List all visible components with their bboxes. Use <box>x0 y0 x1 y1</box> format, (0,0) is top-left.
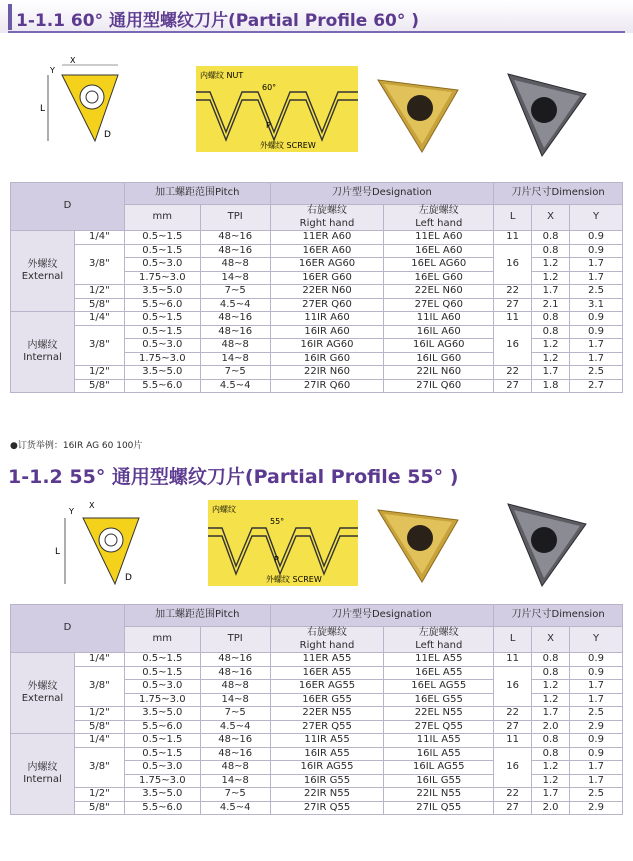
svg-text:55°: 55° <box>270 517 285 526</box>
cell-left-hand: 22EL N55 <box>384 707 494 721</box>
cell-x: 1.7 <box>532 285 570 299</box>
cell-left-hand: 22EL N60 <box>384 285 494 299</box>
cell-left-hand: 11IL A60 <box>384 312 494 326</box>
cell-mm: 0.5~1.5 <box>124 231 200 245</box>
table-row <box>11 747 623 761</box>
svg-text:D: D <box>104 130 111 140</box>
cell-tpi: 4.5~4 <box>200 720 270 734</box>
cell-right-hand: 16IR AG55 <box>270 761 384 775</box>
cell-tpi: 48~16 <box>200 244 270 258</box>
col-header-mm: mm <box>124 627 200 653</box>
internal-group-label: 内螺纹 Internal <box>11 312 75 393</box>
cell-mm: 0.5~1.5 <box>124 312 200 326</box>
cell-d: 1/2" <box>74 788 124 802</box>
cell-mm: 0.5~3.0 <box>124 258 200 272</box>
col-header-l: L <box>494 205 532 231</box>
cell-left-hand: 16EL AG55 <box>384 680 494 694</box>
cell-right-hand: 27ER Q55 <box>270 720 384 734</box>
table-body <box>11 653 623 815</box>
col-header-d: D <box>11 183 125 231</box>
cell-right-hand: 22IR N60 <box>270 366 384 380</box>
cell-right-hand: 16ER AG60 <box>270 258 384 272</box>
cell-x: 1.2 <box>532 352 570 366</box>
cell-left-hand: 16EL A60 <box>384 244 494 258</box>
cell-tpi: 48~8 <box>200 258 270 272</box>
cell-right-hand: 16ER G60 <box>270 271 384 285</box>
cell-tpi: 48~16 <box>200 666 270 680</box>
cell-mm: 3.5~5.0 <box>124 366 200 380</box>
cell-l: 27 <box>494 720 532 734</box>
cell-x: 1.2 <box>532 761 570 775</box>
svg-text:X: X <box>89 501 95 510</box>
cell-left-hand: 16IL AG55 <box>384 761 494 775</box>
cell-mm: 0.5~1.5 <box>124 666 200 680</box>
cell-right-hand: 27ER Q60 <box>270 298 384 312</box>
cell-left-hand: 16EL A55 <box>384 666 494 680</box>
cell-left-hand: 11EL A60 <box>384 231 494 245</box>
thread-profile-60 <box>196 66 358 152</box>
cell-l: 27 <box>494 379 532 393</box>
cell-y: 0.9 <box>570 312 623 326</box>
cell-tpi: 7~5 <box>200 788 270 802</box>
svg-text:X: X <box>70 56 76 65</box>
cell-l: 22 <box>494 285 532 299</box>
table-row <box>11 707 623 721</box>
cell-x: 0.8 <box>532 747 570 761</box>
col-header-designation: 刀片型号Designation <box>270 605 494 627</box>
cell-left-hand: 27EL Q60 <box>384 298 494 312</box>
cell-l: 16 <box>494 747 532 788</box>
external-group-label: 外螺纹 External <box>11 231 75 312</box>
cell-d: 3/8" <box>74 325 124 366</box>
cell-l: 11 <box>494 653 532 667</box>
cell-left-hand: 16IL AG60 <box>384 339 494 353</box>
cell-mm: 1.75~3.0 <box>124 271 200 285</box>
cell-x: 2.1 <box>532 298 570 312</box>
cell-mm: 5.5~6.0 <box>124 720 200 734</box>
col-header-pitch: 加工螺距范围Pitch <box>124 183 270 205</box>
table-row <box>11 734 623 748</box>
cell-y: 2.7 <box>570 379 623 393</box>
header-accent-bar <box>8 4 12 30</box>
cell-x: 1.2 <box>532 693 570 707</box>
cell-mm: 5.5~6.0 <box>124 379 200 393</box>
col-header-tpi: TPI <box>200 205 270 231</box>
cell-l: 22 <box>494 366 532 380</box>
cell-left-hand: 16EL G60 <box>384 271 494 285</box>
cell-d: 5/8" <box>74 298 124 312</box>
table-row <box>11 244 623 258</box>
cell-y: 1.7 <box>570 761 623 775</box>
cell-mm: 3.5~5.0 <box>124 707 200 721</box>
cell-right-hand: 22IR N55 <box>270 788 384 802</box>
cell-mm: 0.5~1.5 <box>124 747 200 761</box>
silver-insert-photo-55 <box>486 490 596 590</box>
cell-d: 1/4" <box>74 734 124 748</box>
cell-tpi: 48~8 <box>200 761 270 775</box>
col-header-mm: mm <box>124 205 200 231</box>
silver-insert-photo <box>486 60 596 160</box>
cell-x: 1.7 <box>532 788 570 802</box>
cell-tpi: 4.5~4 <box>200 298 270 312</box>
table-row <box>11 366 623 380</box>
svg-text:外螺纹 SCREW: 外螺纹 SCREW <box>266 575 322 584</box>
svg-text:L: L <box>55 547 61 557</box>
cell-x: 0.8 <box>532 231 570 245</box>
cell-left-hand: 16IL G60 <box>384 352 494 366</box>
cell-d: 5/8" <box>74 801 124 815</box>
cell-y: 2.5 <box>570 285 623 299</box>
col-header-y: Y <box>570 205 623 231</box>
cell-tpi: 48~8 <box>200 339 270 353</box>
specification-table-60 <box>10 182 623 393</box>
cell-tpi: 14~8 <box>200 352 270 366</box>
table-row <box>11 801 623 815</box>
cell-x: 1.7 <box>532 707 570 721</box>
col-header-pitch: 加工螺距范围Pitch <box>124 605 270 627</box>
cell-left-hand: 16EL AG60 <box>384 258 494 272</box>
cell-right-hand: 16ER A60 <box>270 244 384 258</box>
cell-y: 2.5 <box>570 366 623 380</box>
col-header-dimension: 刀片尺寸Dimension <box>494 183 623 205</box>
cell-x: 1.2 <box>532 774 570 788</box>
cell-right-hand: 27IR Q60 <box>270 379 384 393</box>
table-row <box>11 298 623 312</box>
cell-y: 1.7 <box>570 693 623 707</box>
table-row <box>11 285 623 299</box>
cell-x: 1.8 <box>532 379 570 393</box>
cell-right-hand: 16IR AG60 <box>270 339 384 353</box>
svg-text:内螺纹: 内螺纹 <box>212 505 236 514</box>
cell-x: 2.0 <box>532 801 570 815</box>
cell-right-hand: 11ER A60 <box>270 231 384 245</box>
table-row <box>11 312 623 326</box>
section1-title: 1-1.1 60° 通用型螺纹刀片(Partial Profile 60° ) <box>16 11 420 31</box>
col-header-left-hand: 左旋螺纹 Left hand <box>384 627 494 653</box>
cell-l: 27 <box>494 801 532 815</box>
cell-d: 3/8" <box>74 747 124 788</box>
cell-d: 3/8" <box>74 244 124 285</box>
cell-x: 1.2 <box>532 258 570 272</box>
cell-mm: 0.5~1.5 <box>124 244 200 258</box>
cell-y: 2.9 <box>570 720 623 734</box>
cell-d: 1/2" <box>74 285 124 299</box>
col-header-y: Y <box>570 627 623 653</box>
header-divider <box>8 31 625 33</box>
cell-l: 16 <box>494 244 532 285</box>
svg-text:内螺纹 NUT: 内螺纹 NUT <box>200 71 244 80</box>
cell-d: 1/2" <box>74 707 124 721</box>
cell-left-hand: 22IL N55 <box>384 788 494 802</box>
svg-text:D: D <box>125 573 132 583</box>
cell-mm: 0.5~3.0 <box>124 680 200 694</box>
cell-l: 27 <box>494 298 532 312</box>
table-row <box>11 379 623 393</box>
table-row <box>11 325 623 339</box>
cell-left-hand: 22IL N60 <box>384 366 494 380</box>
cell-l: 22 <box>494 707 532 721</box>
col-header-dimension: 刀片尺寸Dimension <box>494 605 623 627</box>
cell-mm: 1.75~3.0 <box>124 774 200 788</box>
cell-mm: 5.5~6.0 <box>124 298 200 312</box>
cell-y: 0.9 <box>570 666 623 680</box>
cell-d: 3/8" <box>74 666 124 707</box>
cell-y: 1.7 <box>570 680 623 694</box>
cell-right-hand: 16IR A55 <box>270 747 384 761</box>
cell-right-hand: 22ER N55 <box>270 707 384 721</box>
cell-mm: 0.5~3.0 <box>124 761 200 775</box>
table-row <box>11 231 623 245</box>
cell-tpi: 4.5~4 <box>200 801 270 815</box>
cell-x: 1.2 <box>532 680 570 694</box>
svg-text:Y: Y <box>50 66 55 75</box>
cell-y: 0.9 <box>570 244 623 258</box>
cell-y: 1.7 <box>570 352 623 366</box>
cell-tpi: 14~8 <box>200 271 270 285</box>
cell-tpi: 7~5 <box>200 707 270 721</box>
cell-tpi: 48~16 <box>200 325 270 339</box>
cell-d: 1/2" <box>74 366 124 380</box>
col-header-x: X <box>532 627 570 653</box>
cell-y: 2.5 <box>570 788 623 802</box>
cell-tpi: 7~5 <box>200 366 270 380</box>
cell-y: 1.7 <box>570 339 623 353</box>
cell-x: 0.8 <box>532 653 570 667</box>
cell-tpi: 14~8 <box>200 693 270 707</box>
cell-d: 5/8" <box>74 379 124 393</box>
col-header-right-hand: 右旋螺纹 Right hand <box>270 205 384 231</box>
cell-tpi: 48~16 <box>200 734 270 748</box>
svg-text:Y: Y <box>69 507 74 516</box>
cell-tpi: 48~16 <box>200 231 270 245</box>
svg-text:L: L <box>40 104 46 114</box>
cell-x: 0.8 <box>532 312 570 326</box>
col-header-x: X <box>532 205 570 231</box>
cell-x: 1.7 <box>532 366 570 380</box>
cell-y: 1.7 <box>570 258 623 272</box>
insert-dimension-drawing-55 <box>55 500 155 600</box>
cell-mm: 3.5~5.0 <box>124 285 200 299</box>
cell-y: 0.9 <box>570 734 623 748</box>
col-header-designation: 刀片型号Designation <box>270 183 494 205</box>
cell-x: 0.8 <box>532 734 570 748</box>
cell-right-hand: 16IR G55 <box>270 774 384 788</box>
cell-d: 1/4" <box>74 312 124 326</box>
cell-l: 11 <box>494 231 532 245</box>
cell-l: 16 <box>494 325 532 366</box>
cell-left-hand: 16IL G55 <box>384 774 494 788</box>
cell-y: 0.9 <box>570 653 623 667</box>
gold-insert-photo-55 <box>366 490 466 590</box>
cell-tpi: 48~8 <box>200 680 270 694</box>
cell-tpi: 48~16 <box>200 312 270 326</box>
cell-y: 0.9 <box>570 325 623 339</box>
cell-right-hand: 16ER A55 <box>270 666 384 680</box>
cell-y: 2.5 <box>570 707 623 721</box>
svg-text:60°: 60° <box>262 83 277 92</box>
cell-right-hand: 16ER G55 <box>270 693 384 707</box>
cell-left-hand: 27IL Q60 <box>384 379 494 393</box>
svg-text:外螺纹 SCREW: 外螺纹 SCREW <box>260 141 316 150</box>
cell-mm: 1.75~3.0 <box>124 693 200 707</box>
cell-left-hand: 16IL A60 <box>384 325 494 339</box>
cell-mm: 0.5~1.5 <box>124 653 200 667</box>
col-header-right-hand: 右旋螺纹 Right hand <box>270 627 384 653</box>
gold-insert-photo <box>366 60 466 160</box>
cell-left-hand: 11EL A55 <box>384 653 494 667</box>
cell-mm: 3.5~5.0 <box>124 788 200 802</box>
internal-group-label: 内螺纹 Internal <box>11 734 75 815</box>
cell-left-hand: 16IL A55 <box>384 747 494 761</box>
cell-l: 11 <box>494 312 532 326</box>
cell-mm: 0.5~3.0 <box>124 339 200 353</box>
cell-l: 11 <box>494 734 532 748</box>
cell-left-hand: 27EL Q55 <box>384 720 494 734</box>
cell-right-hand: 16IR A60 <box>270 325 384 339</box>
cell-tpi: 14~8 <box>200 774 270 788</box>
external-group-label: 外螺纹 External <box>11 653 75 734</box>
table-row <box>11 788 623 802</box>
table-body <box>11 231 623 393</box>
col-header-tpi: TPI <box>200 627 270 653</box>
cell-y: 0.9 <box>570 231 623 245</box>
cell-d: 1/4" <box>74 231 124 245</box>
cell-x: 2.0 <box>532 720 570 734</box>
cell-right-hand: 16IR G60 <box>270 352 384 366</box>
cell-l: 22 <box>494 788 532 802</box>
cell-mm: 5.5~6.0 <box>124 801 200 815</box>
cell-d: 5/8" <box>74 720 124 734</box>
cell-y: 1.7 <box>570 271 623 285</box>
col-header-d: D <box>11 605 125 653</box>
cell-right-hand: 11IR A60 <box>270 312 384 326</box>
table-row <box>11 666 623 680</box>
cell-x: 0.8 <box>532 325 570 339</box>
cell-x: 0.8 <box>532 666 570 680</box>
order-example-note: ●订货举例：16IR AG 60 100片 <box>10 441 143 451</box>
cell-mm: 0.5~1.5 <box>124 734 200 748</box>
cell-mm: 0.5~1.5 <box>124 325 200 339</box>
cell-y: 1.7 <box>570 774 623 788</box>
cell-tpi: 48~16 <box>200 653 270 667</box>
cell-x: 1.2 <box>532 339 570 353</box>
cell-left-hand: 16EL G55 <box>384 693 494 707</box>
insert-dimension-drawing <box>40 55 140 155</box>
section2-title: 1-1.2 55° 通用型螺纹刀片(Partial Profile 55° ) <box>8 466 459 488</box>
cell-x: 1.2 <box>532 271 570 285</box>
cell-l: 16 <box>494 666 532 707</box>
svg-text:P: P <box>266 121 271 130</box>
cell-mm: 1.75~3.0 <box>124 352 200 366</box>
cell-tpi: 4.5~4 <box>200 379 270 393</box>
cell-right-hand: 16ER AG55 <box>270 680 384 694</box>
col-header-left-hand: 左旋螺纹 Left hand <box>384 205 494 231</box>
cell-y: 0.9 <box>570 747 623 761</box>
cell-right-hand: 22ER N60 <box>270 285 384 299</box>
specification-table-55 <box>10 604 623 815</box>
thread-profile-55 <box>208 500 358 586</box>
cell-tpi: 7~5 <box>200 285 270 299</box>
table-row <box>11 720 623 734</box>
cell-right-hand: 11IR A55 <box>270 734 384 748</box>
table-row <box>11 653 623 667</box>
cell-left-hand: 11IL A55 <box>384 734 494 748</box>
col-header-l: L <box>494 627 532 653</box>
cell-y: 2.9 <box>570 801 623 815</box>
cell-y: 3.1 <box>570 298 623 312</box>
cell-right-hand: 11ER A55 <box>270 653 384 667</box>
svg-text:P: P <box>274 555 279 564</box>
cell-right-hand: 27IR Q55 <box>270 801 384 815</box>
cell-x: 0.8 <box>532 244 570 258</box>
cell-left-hand: 27IL Q55 <box>384 801 494 815</box>
cell-d: 1/4" <box>74 653 124 667</box>
cell-tpi: 48~16 <box>200 747 270 761</box>
